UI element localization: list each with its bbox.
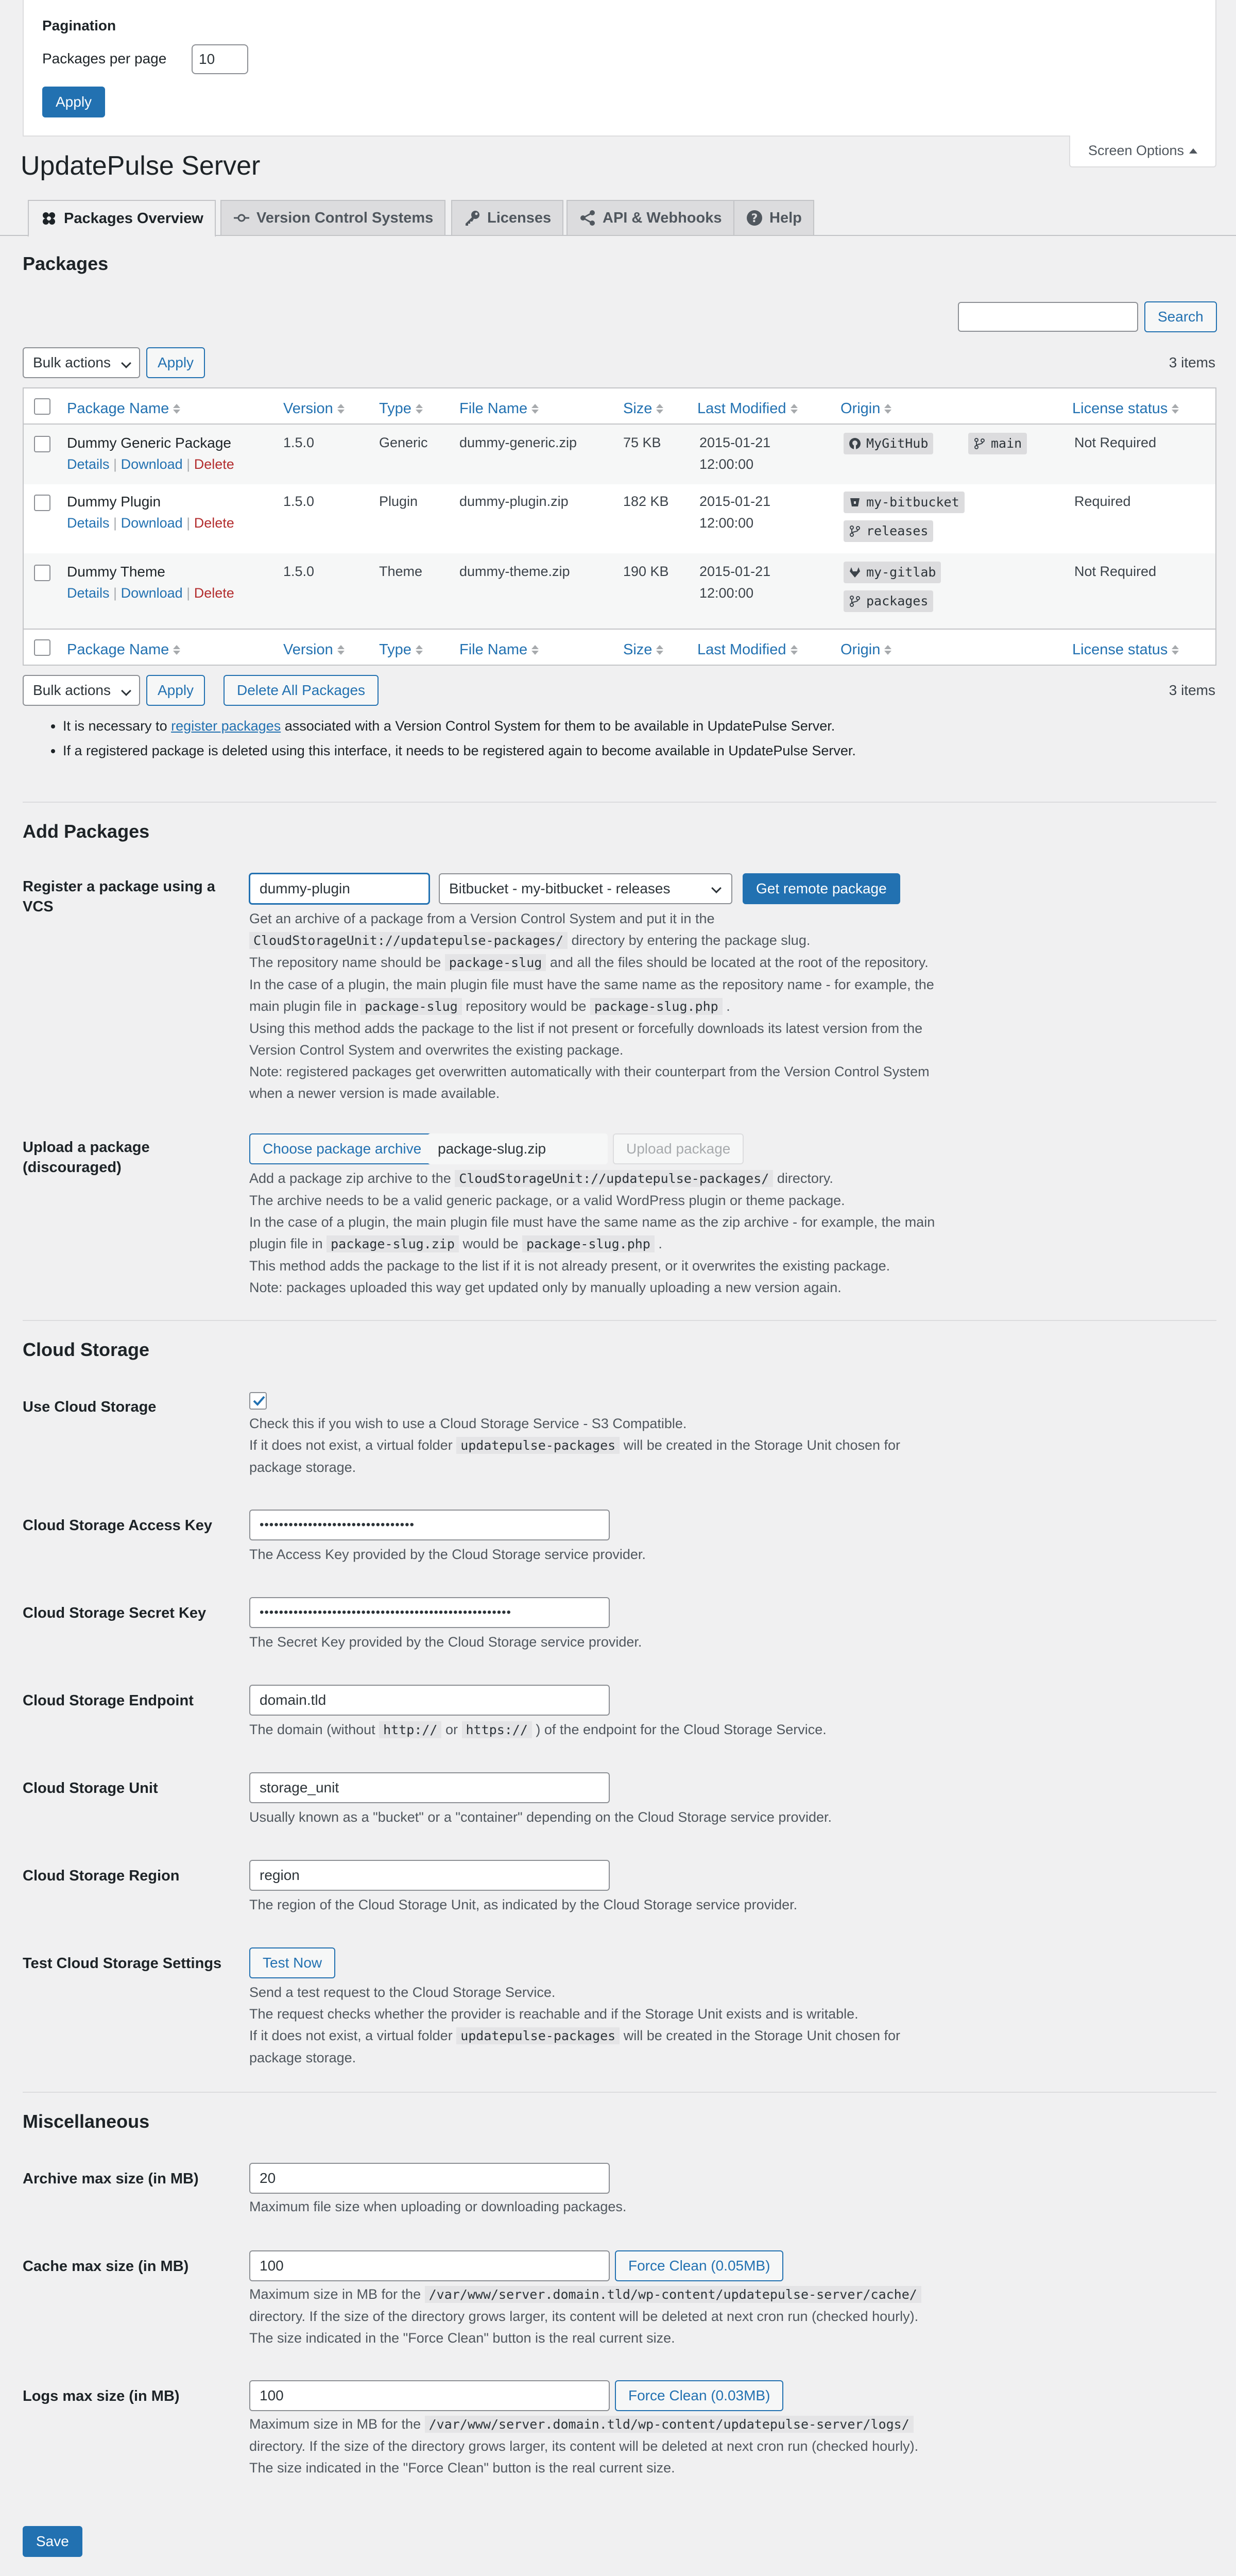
svg-text:?: ?	[751, 212, 758, 225]
package-size: 190 KB	[623, 564, 669, 579]
package-version: 1.5.0	[283, 435, 315, 450]
table-header	[24, 388, 1215, 425]
package-date: 2015-01-21	[699, 564, 771, 579]
delete-link[interactable]: Delete	[194, 585, 234, 601]
endpoint-input[interactable]: domain.tld	[249, 1685, 610, 1716]
package-name: Dummy Theme	[67, 564, 165, 580]
details-link[interactable]: Details	[67, 515, 110, 531]
bitbucket-icon	[849, 496, 861, 509]
column-origin[interactable]: Origin	[840, 639, 891, 660]
origin-host-badge: MyGitHub	[844, 433, 933, 454]
tab-version-control-systems[interactable]	[220, 200, 445, 236]
sort-icon	[791, 404, 798, 414]
download-link[interactable]: Download	[121, 585, 183, 601]
miscellaneous-title: Miscellaneous	[23, 2111, 150, 2132]
package-time: 12:00:00	[699, 456, 754, 472]
package-time: 12:00:00	[699, 515, 754, 531]
divider	[23, 1320, 1216, 1321]
vcs-select[interactable]: Bitbucket - my-bitbucket - releases	[439, 873, 732, 904]
logs-max-size-input[interactable]: 100	[249, 2380, 610, 2411]
sort-icon	[1172, 404, 1179, 414]
upload-file-name: package-slug.zip	[427, 1133, 608, 1164]
column-file-name[interactable]: File Name	[459, 639, 539, 660]
access-key-label: Cloud Storage Access Key	[23, 1517, 212, 1534]
help-icon	[746, 209, 763, 227]
storage-unit-label: Cloud Storage Unit	[23, 1780, 158, 1797]
upload-description: Add a package zip archive to the CloudStorageUnit://updatepulse-packages/ directory. The archive needs to be a valid generic package, or a valid WordPress plugin or theme package. In the case of a plugin, the main plugin file must have the same name as the zip archive - for example, the main plugin file in package-slug.zip would be package-slug.php . This method adds the package to the list if it is not already present, or it overwrites the existing package. Note: packages uploaded this way get updated only by manually uploading a new version again.	[249, 1171, 935, 1295]
package-slug-input[interactable]: dummy-plugin	[249, 873, 430, 904]
package-version: 1.5.0	[283, 494, 315, 509]
commit-icon	[233, 209, 250, 227]
column-last-modified[interactable]: Last Modified	[697, 398, 798, 419]
github-icon	[849, 437, 861, 450]
search-button[interactable]: Search	[1144, 301, 1217, 332]
select-all-checkbox-footer[interactable]	[34, 639, 50, 656]
column-size[interactable]: Size	[623, 639, 663, 660]
storage-unit-description: Usually known as a "bucket" or a "container" depending on the Cloud Storage service provider.	[249, 1809, 832, 1825]
sort-icon	[884, 404, 891, 414]
use-cloud-storage-checkbox[interactable]	[249, 1392, 267, 1410]
cloud-storage-title: Cloud Storage	[23, 1339, 150, 1360]
row-actions: Details | Download | Delete	[67, 515, 234, 531]
key-icon	[464, 209, 481, 227]
tab-label: Licenses	[487, 209, 552, 226]
region-input[interactable]: region	[249, 1860, 610, 1891]
logs-max-size-description: Maximum size in MB for the /var/www/server.domain.tld/wp-content/updatepulse-server/logs/ directory. If the size of the directory grows larger, its content will be deleted at next cron run (checked hourly). The size indicated in the "Force Clean" button is the real current size.	[249, 2416, 919, 2476]
screen-options-apply-button[interactable]: Apply	[42, 87, 105, 117]
column-package-name[interactable]: Package Name	[67, 639, 180, 660]
details-link[interactable]: Details	[67, 585, 110, 601]
tab-help[interactable]	[733, 200, 814, 236]
share-icon	[579, 209, 596, 227]
download-link[interactable]: Download	[121, 515, 183, 531]
sort-icon	[416, 645, 423, 655]
save-button[interactable]: Save	[23, 2526, 82, 2557]
origin-branch-badge: main	[968, 433, 1027, 454]
license-status: Not Required	[1074, 564, 1157, 579]
force-clean-logs-button[interactable]: Force Clean (0.03MB)	[615, 2380, 783, 2411]
packages-title: Packages	[23, 253, 109, 274]
chevron-down-icon	[121, 686, 131, 696]
package-name: Dummy Generic Package	[67, 435, 232, 451]
column-origin[interactable]: Origin	[840, 398, 891, 419]
archive-max-size-input[interactable]: 20	[249, 2163, 610, 2194]
delete-link[interactable]: Delete	[194, 515, 234, 531]
tab-licenses[interactable]	[451, 200, 563, 236]
add-packages-title: Add Packages	[23, 821, 150, 842]
license-status: Not Required	[1074, 435, 1157, 450]
column-size[interactable]: Size	[623, 398, 663, 419]
sort-icon	[531, 645, 539, 655]
package-file: dummy-generic.zip	[459, 435, 577, 450]
access-key-description: The Access Key provided by the Cloud Storage service provider.	[249, 1547, 646, 1562]
license-status: Required	[1074, 494, 1131, 509]
bulk-actions-select-top[interactable]	[23, 347, 140, 378]
cache-max-size-input[interactable]: 100	[249, 2250, 610, 2281]
per-page-input[interactable]	[192, 44, 248, 74]
packages-table	[23, 387, 1216, 666]
tab-label: Version Control Systems	[256, 209, 434, 226]
choose-package-archive-button[interactable]: Choose package archive	[249, 1133, 435, 1164]
sort-icon	[884, 645, 891, 655]
package-size: 182 KB	[623, 494, 669, 509]
package-name: Dummy Plugin	[67, 494, 161, 510]
column-license-status[interactable]: License status	[1072, 398, 1179, 419]
sort-icon	[791, 645, 798, 655]
upload-package-button[interactable]: Upload package	[613, 1133, 744, 1164]
package-size: 75 KB	[623, 435, 661, 450]
chevron-down-icon	[121, 358, 131, 368]
row-actions: Details | Download | Delete	[67, 456, 234, 472]
sort-icon	[416, 404, 423, 414]
origin-host-badge: my-bitbucket	[844, 492, 965, 513]
screen-options-toggle[interactable]	[1069, 135, 1216, 167]
register-package-label: Register a package using a VCS	[23, 878, 215, 916]
force-clean-cache-button[interactable]: Force Clean (0.05MB)	[615, 2250, 783, 2281]
storage-unit-input[interactable]: storage_unit	[249, 1772, 610, 1803]
secret-key-label: Cloud Storage Secret Key	[23, 1605, 207, 1621]
table-row	[24, 425, 1215, 484]
bulk-apply-button-bottom[interactable]: Apply	[146, 675, 205, 706]
test-settings-description: Send a test request to the Cloud Storage Service. The request checks whether the provider is reachable and if the Storage Unit exists and is writable. If it does not exist, a virtual folder updatepulse-packages will be created in the Storage Unit chosen for package storage.	[249, 1985, 901, 2065]
get-remote-package-button[interactable]: Get remote package	[743, 873, 900, 904]
sort-icon	[1172, 645, 1179, 655]
delete-link[interactable]: Delete	[194, 456, 234, 472]
sort-icon	[337, 404, 345, 414]
bulk-actions-select-bottom[interactable]	[23, 675, 140, 706]
screen-options-label: Screen Options	[1088, 143, 1184, 159]
archive-max-size-description: Maximum file size when uploading or downloading packages.	[249, 2199, 627, 2214]
row-actions: Details | Download | Delete	[67, 585, 234, 601]
column-license-status[interactable]: License status	[1072, 639, 1179, 660]
column-version[interactable]: Version	[283, 398, 345, 419]
register-packages-link[interactable]: register packages	[171, 718, 281, 734]
access-key-input[interactable]: ••••••••••••••••••••••••••••••••	[249, 1510, 610, 1540]
row-checkbox[interactable]	[34, 565, 50, 581]
table-row	[24, 553, 1215, 629]
logs-max-size-label: Logs max size (in MB)	[23, 2388, 180, 2404]
column-type[interactable]: Type	[379, 639, 423, 660]
note-deleted: • If a registered package is deleted using this interface, it needs to be registered again to become available in UpdatePulse Server.	[63, 738, 856, 763]
tab-label: Help	[769, 209, 802, 226]
region-description: The region of the Cloud Storage Unit, as indicated by the Cloud Storage service provider.	[249, 1897, 798, 1912]
package-time: 12:00:00	[699, 585, 754, 601]
sort-icon	[337, 645, 345, 655]
origin-branch-badge: releases	[844, 520, 933, 542]
use-cloud-storage-label: Use Cloud Storage	[23, 1399, 157, 1415]
test-now-button[interactable]: Test Now	[249, 1947, 335, 1978]
row-checkbox[interactable]	[34, 436, 50, 452]
checkmark-icon	[249, 1391, 269, 1411]
pagination-title: Pagination	[42, 18, 116, 33]
package-date: 2015-01-21	[699, 494, 771, 509]
cache-max-size-label: Cache max size (in MB)	[23, 2258, 189, 2275]
column-type[interactable]: Type	[379, 398, 423, 419]
packages-icon	[40, 210, 58, 227]
items-count-top: 3 items	[1169, 354, 1215, 370]
note-register: • It is necessary to register packages associated with a Version Control System for them to be available in UpdatePulse Server.	[63, 714, 856, 738]
package-date: 2015-01-21	[699, 435, 771, 450]
branch-icon	[849, 595, 861, 607]
secret-key-description: The Secret Key provided by the Cloud Storage service provider.	[249, 1634, 642, 1650]
endpoint-label: Cloud Storage Endpoint	[23, 1692, 194, 1709]
nav-tabs	[0, 200, 1236, 236]
bulk-actions-label: Bulk actions	[33, 682, 111, 698]
origin-branch-badge: packages	[844, 590, 933, 612]
table-footer	[24, 629, 1215, 665]
sort-icon	[531, 404, 539, 414]
secret-key-input[interactable]: ••••••••••••••••••••••••••••••••••••••••••••••••••••	[249, 1597, 610, 1628]
tab-packages-overview[interactable]	[28, 200, 216, 237]
search-input[interactable]	[958, 302, 1138, 332]
bulk-apply-button-top[interactable]: Apply	[146, 347, 205, 378]
column-file-name[interactable]: File Name	[459, 398, 539, 419]
branch-icon	[849, 525, 861, 537]
table-row	[24, 484, 1215, 553]
sort-icon	[656, 645, 663, 655]
screen-options-panel	[23, 0, 1216, 137]
gitlab-icon	[849, 566, 861, 579]
package-type: Generic	[379, 435, 428, 450]
register-description: Get an archive of a package from a Version Control System and put it in the CloudStorageUnit://updatepulse-packages/ directory by entering the package slug. The repository name should be package-slug and all the files should be located at the root of the repository. In the case of a plugin, the main plugin file must have the same name as the repository name - for example, the main plugin file in package-slug repository would be package-slug.php . Using this method adds the package to the list if not present or forcefully downloads its latest version from the Version Control System and overwrites the existing package. Note: registered packages get overwritten automatically with their counterpart from the Version Control System when a newer version is made available.	[249, 911, 934, 1101]
tab-label: API & Webhooks	[603, 209, 722, 226]
column-last-modified[interactable]: Last Modified	[697, 639, 798, 660]
details-link[interactable]: Details	[67, 456, 110, 472]
cache-max-size-description: Maximum size in MB for the /var/www/server.domain.tld/wp-content/updatepulse-server/cache/ directory. If the size of the directory grows larger, its content will be deleted at next cron run (checked hourly). The size indicated in the "Force Clean" button is the real current size.	[249, 2283, 1011, 2349]
package-file: dummy-plugin.zip	[459, 494, 569, 509]
caret-up-icon	[1189, 148, 1197, 154]
package-file: dummy-theme.zip	[459, 564, 570, 579]
test-settings-label: Test Cloud Storage Settings	[23, 1955, 222, 1972]
package-version: 1.5.0	[283, 564, 315, 579]
divider	[23, 2092, 1216, 2093]
sort-icon	[656, 404, 663, 414]
upload-package-label: Upload a package (discouraged)	[23, 1139, 150, 1176]
divider	[23, 802, 1216, 803]
archive-max-size-label: Archive max size (in MB)	[23, 2171, 199, 2187]
delete-all-packages-button[interactable]: Delete All Packages	[224, 675, 379, 706]
column-package-name[interactable]: Package Name	[67, 398, 180, 419]
sort-icon	[173, 645, 180, 655]
package-type: Theme	[379, 564, 423, 579]
packages-notes	[46, 714, 856, 763]
use-cloud-storage-description: Check this if you wish to use a Cloud Storage Service - S3 Compatible. If it does not exist, a virtual folder updatepulse-packages will be created in the Storage Unit chosen for package storage.	[249, 1416, 901, 1475]
download-link[interactable]: Download	[121, 456, 183, 472]
tab-api-webhooks[interactable]	[566, 200, 734, 236]
chevron-down-icon	[711, 883, 722, 893]
origin-host-badge: my-gitlab	[844, 562, 941, 583]
branch-icon	[973, 437, 986, 450]
tab-label: Packages Overview	[64, 210, 203, 227]
package-type: Plugin	[379, 494, 418, 509]
select-all-checkbox[interactable]	[34, 398, 50, 415]
page-title: UpdatePulse Server	[21, 151, 261, 181]
region-label: Cloud Storage Region	[23, 1868, 180, 1884]
row-checkbox[interactable]	[34, 495, 50, 511]
bulk-actions-label: Bulk actions	[33, 354, 111, 370]
column-version[interactable]: Version	[283, 639, 345, 660]
items-count-bottom: 3 items	[1169, 682, 1215, 698]
sort-icon	[173, 404, 180, 414]
per-page-label: Packages per page	[42, 50, 167, 66]
endpoint-description: The domain (without http:// or https:// ) of the endpoint for the Cloud Storage Service.	[249, 1722, 827, 1737]
